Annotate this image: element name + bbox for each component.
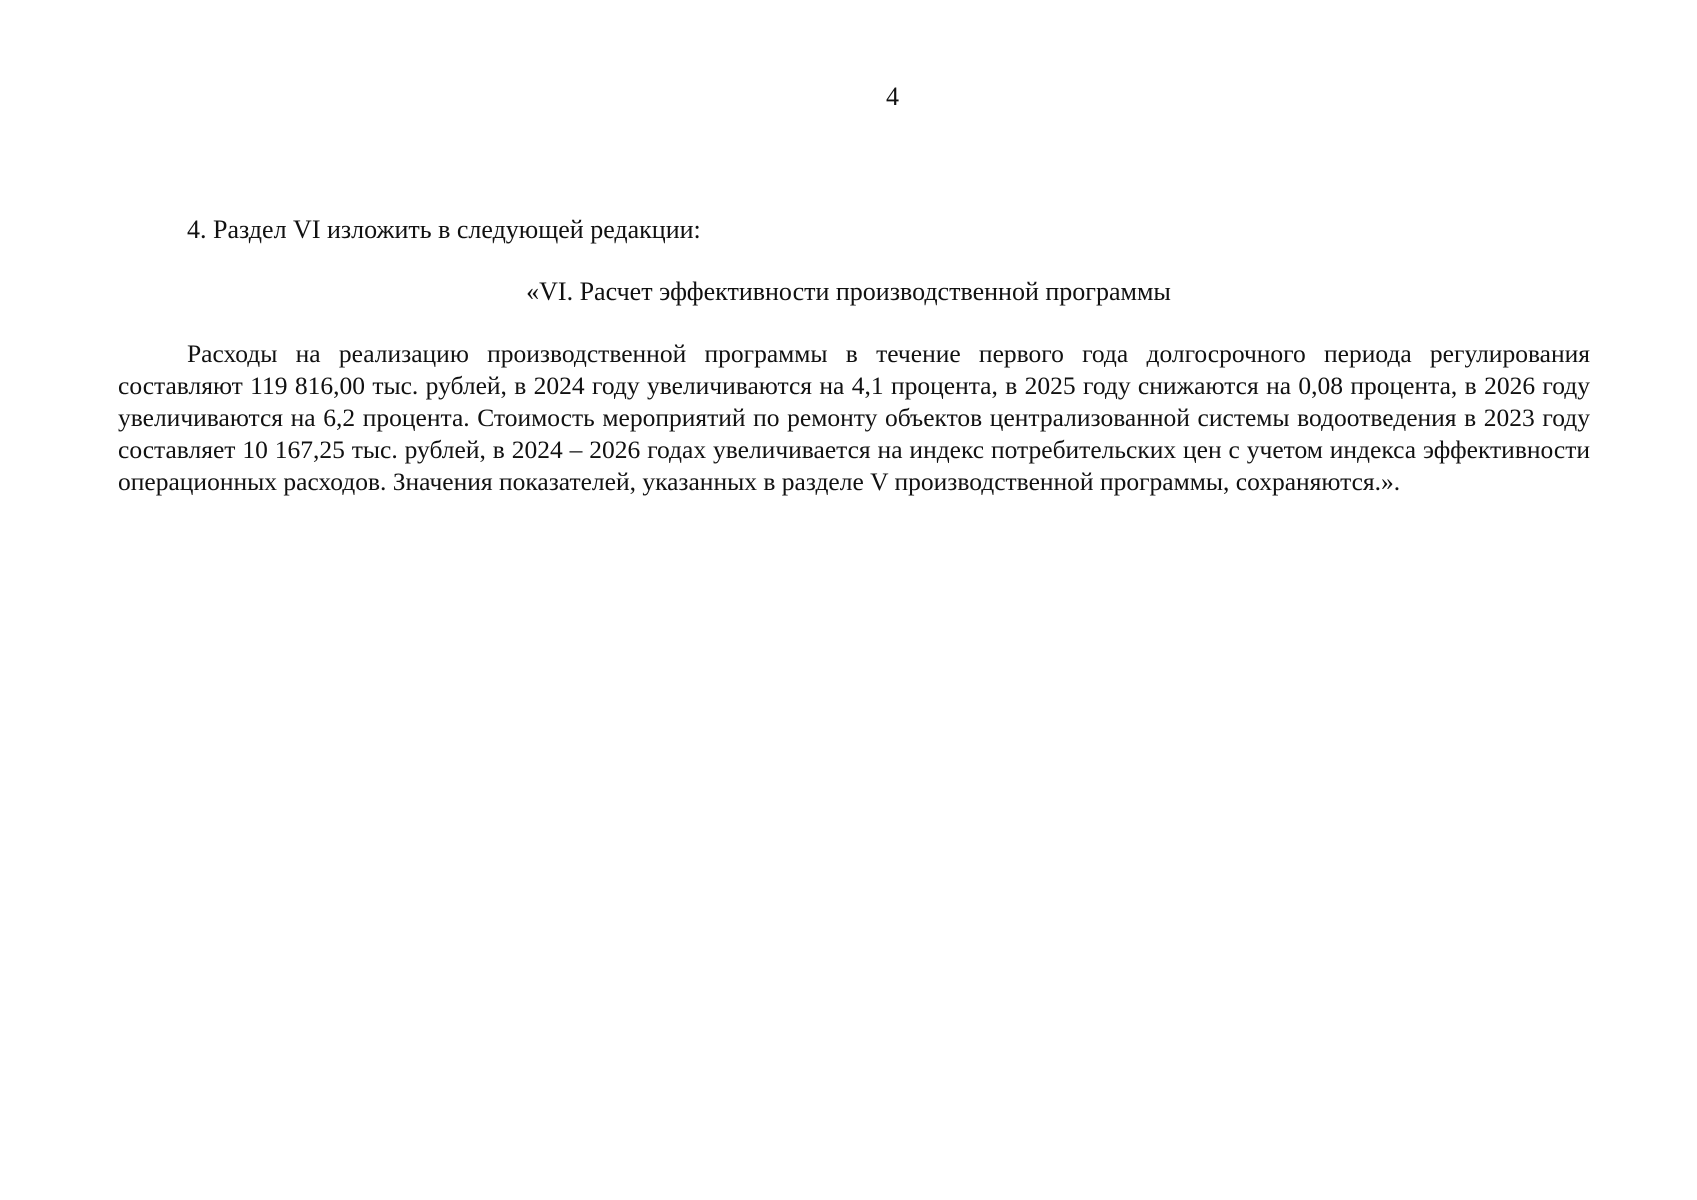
amendment-item: 4. Раздел VI изложить в следующей редакции: bbox=[187, 215, 701, 244]
page-number: 4 bbox=[886, 82, 899, 111]
section-paragraph: Расходы на реализацию производственной программы в течение первого года долгосрочного периода регулирования составляют 119 816,00 тыс. рублей, в 2024 году увеличиваются на 4,1 процента, в 2025 году снижаются на 0,08 процента, в 2026 году увеличиваются на 6,2 процента. Стоимость мероприятий по ремонту объектов централизованной системы водоотведения в 2023 году составляет 10 167,25 тыс. рублей, в 2024 – 2026 годах увеличивается на индекс потребительских цен с учетом индекса эффективности операционных расходов. Значения показателей, указанных в разделе V производственной программы, сохраняются.». bbox=[118, 339, 1590, 496]
section-title: «VI. Расчет эффективности производственной программы bbox=[526, 277, 1171, 306]
